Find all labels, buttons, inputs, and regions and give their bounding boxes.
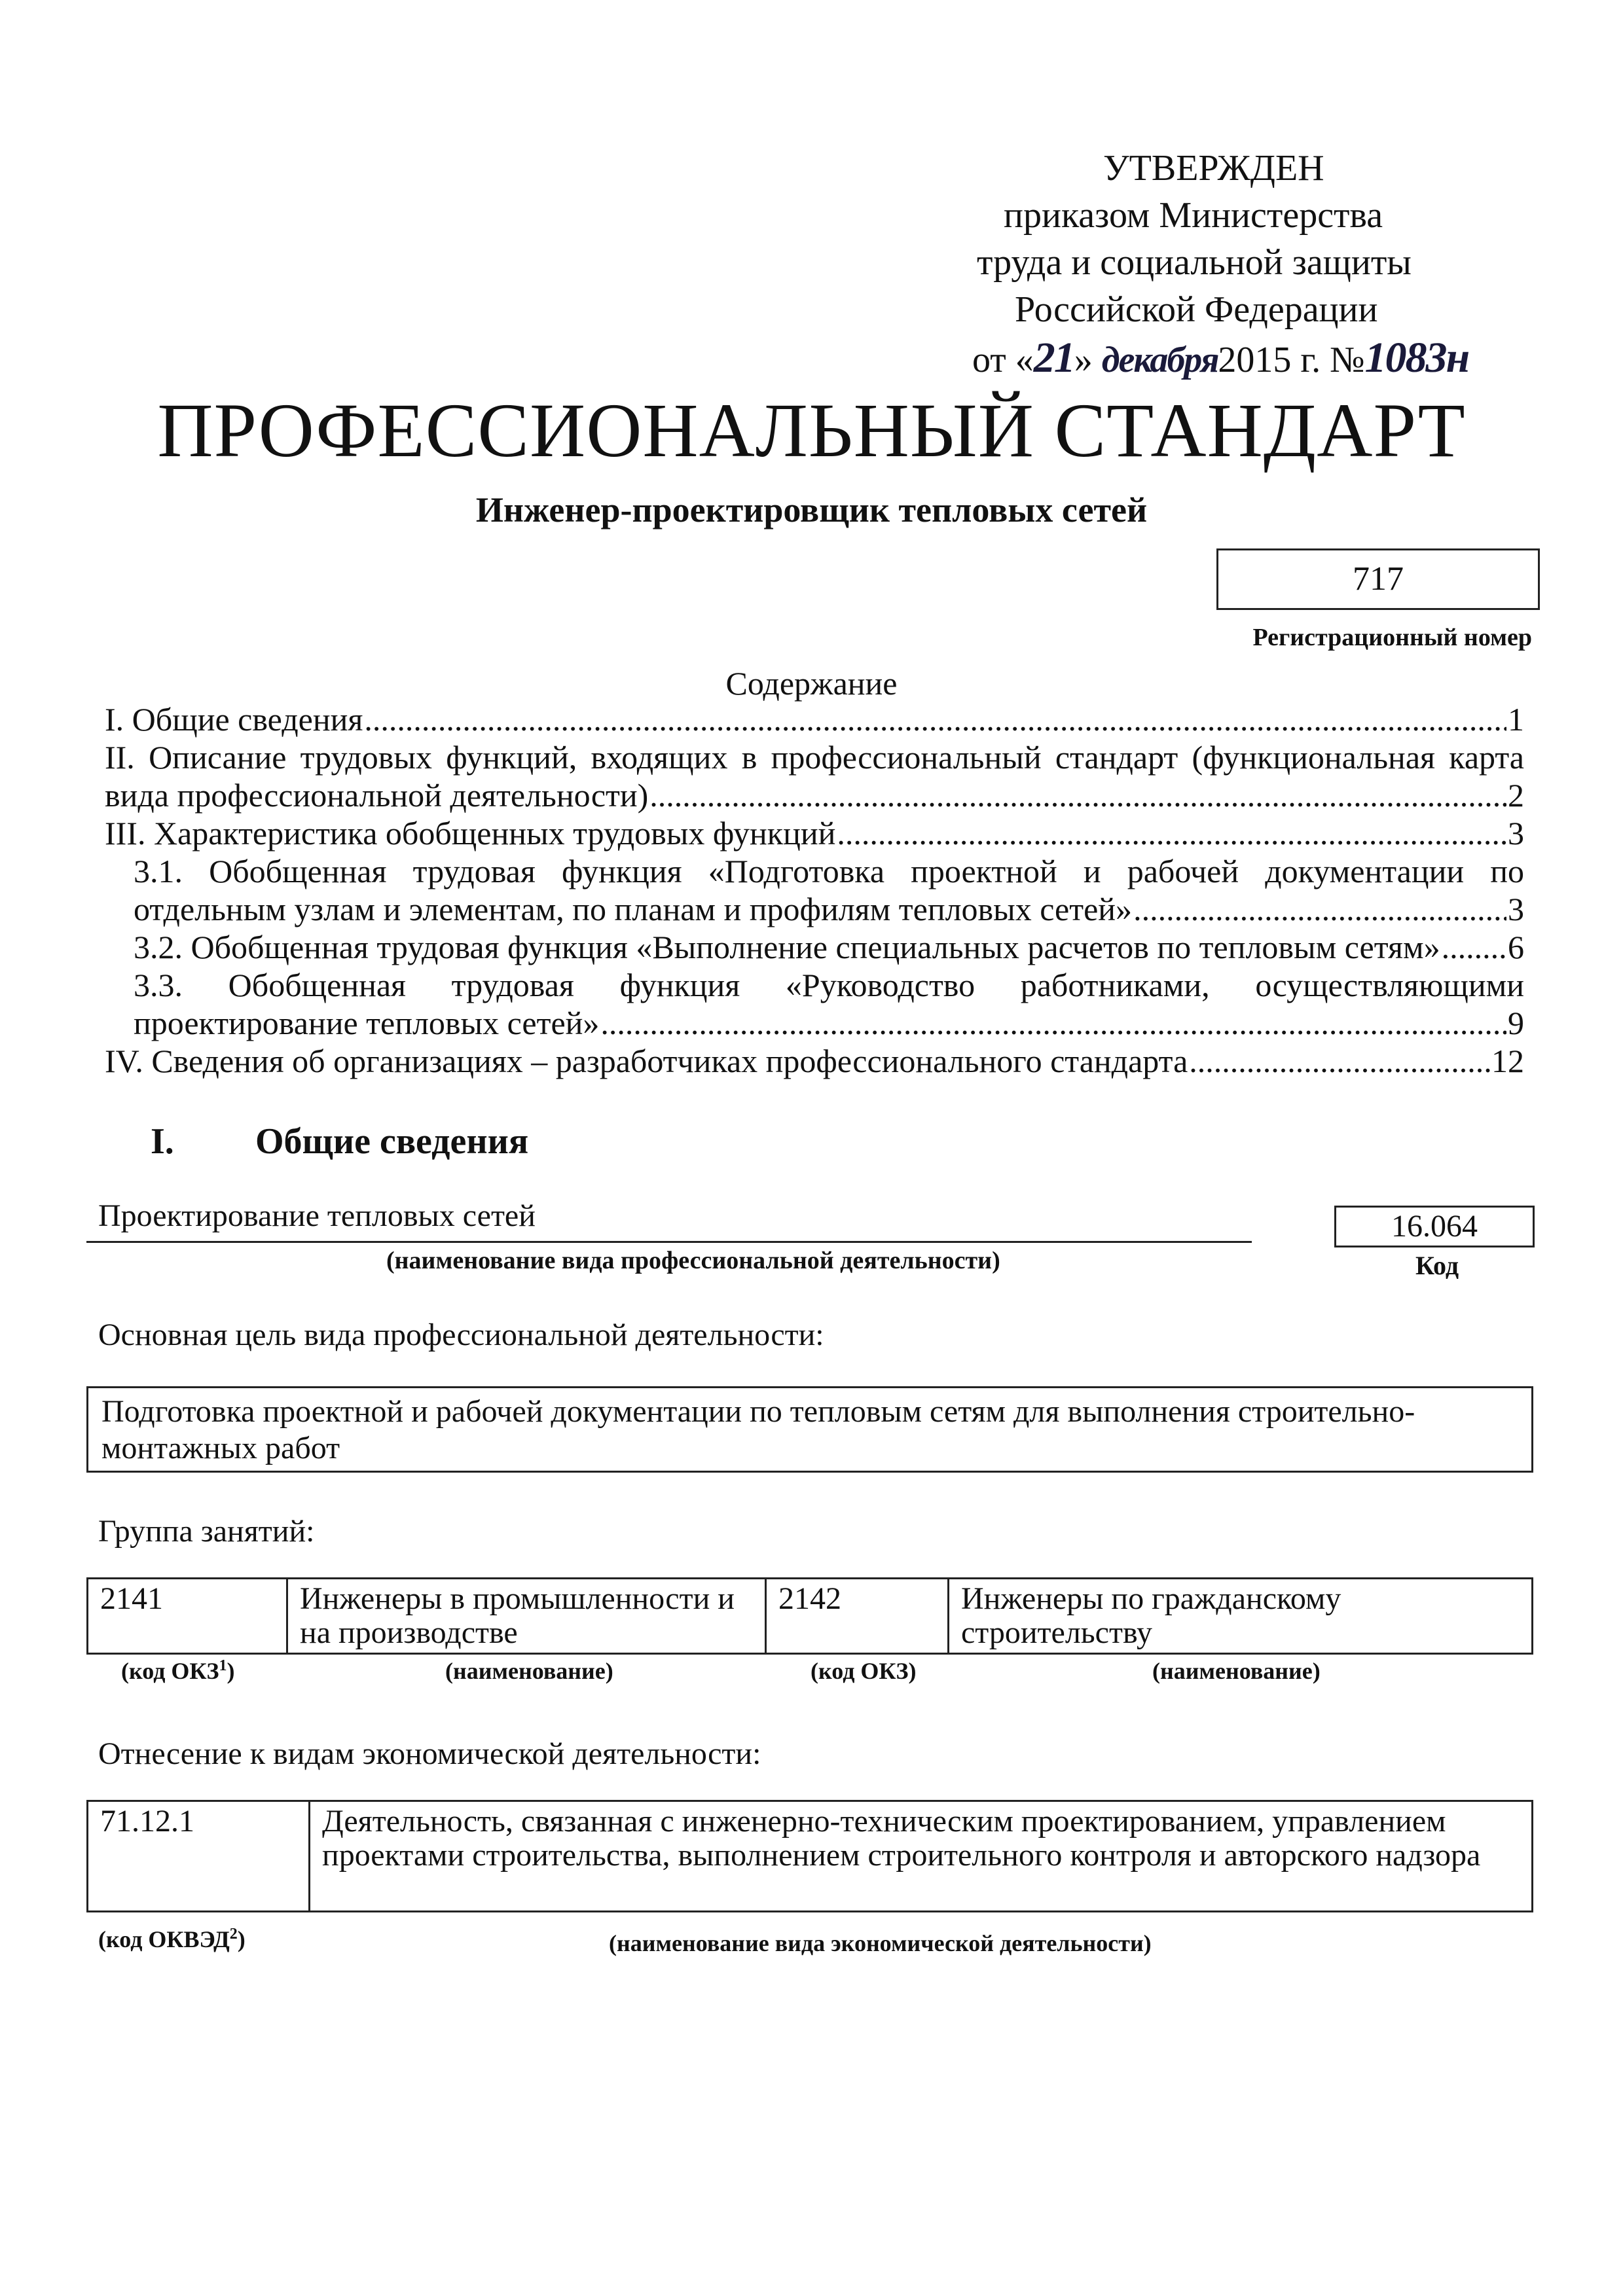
registration-caption: Регистрационный номер (1252, 624, 1532, 651)
date-mid: » (1074, 340, 1093, 380)
occupation-name-caption: (наименование) (1152, 1658, 1321, 1684)
okz-code-cell: 2142 (766, 1579, 949, 1654)
okz-code-caption: (код ОКЗ$^1$) (121, 1657, 235, 1684)
date-day-handwritten: 21 (1033, 334, 1074, 382)
economic-activity-name-cell: Деятельность, связанная с инженерно-техническим проектированием, управлением проектами строительства, выполнением строительного контроля и авторского надзора (310, 1801, 1533, 1912)
date-prefix: от « (972, 340, 1034, 380)
approval-line-federation: Российской Федерации (1015, 289, 1378, 330)
toc-item[interactable]: II. Описание трудовых функций, входящих в профессиональный стандарт (функциональная карта вида профессиональной деятельности) ..... 2 (105, 738, 1524, 814)
date-month-handwritten: декабря (1101, 340, 1218, 380)
section-number: I. (151, 1121, 174, 1162)
table-row (88, 1801, 1533, 1912)
toc-item[interactable]: III. Характеристика обобщенных трудовых функций ..... 3 (105, 814, 1524, 852)
purpose-label: Основная цель вида профессиональной деятельности: (98, 1318, 824, 1352)
occupation-name-caption: (наименование) (445, 1658, 613, 1684)
okz-code-caption: (код ОКЗ) (811, 1658, 917, 1684)
occupation-group-table (86, 1577, 1533, 1655)
activity-code-caption: Код (1415, 1251, 1459, 1280)
activity-caption: (наименование вида профессиональной деятельности) (386, 1247, 1000, 1274)
toc-item[interactable]: 3.3. Обобщенная трудовая функция «Руководство работниками, осуществляющими проектирование тепловых сетей» ..... 9 (105, 966, 1524, 1042)
okved-code-cell: 71.12.1 (88, 1801, 310, 1912)
toc-item[interactable]: 3.2. Обобщенная трудовая функция «Выполнение специальных расчетов по тепловым сетям» ..... 6 (105, 928, 1524, 966)
table-of-contents (105, 700, 1524, 1080)
approval-date-line (972, 335, 1468, 383)
date-year: 2015 г. № (1218, 340, 1365, 380)
toc-item[interactable]: 3.1. Обобщенная трудовая функция «Подготовка проектной и рабочей документации по отдельным узлам и элементам, по планам и профилям тепловых сетей» ..... 3 (105, 852, 1524, 928)
economic-activity-label: Отнесение к видам экономической деятельности: (98, 1736, 761, 1771)
toc-item[interactable]: IV. Сведения об организациях – разработчиках профессионального стандарта ..... 12 (105, 1042, 1524, 1080)
occupation-name-cell: Инженеры в промышленности и на производстве (287, 1579, 766, 1654)
document-title: ПРОФЕССИОНАЛЬНЫЙ СТАНДАРТ (157, 387, 1466, 473)
section-heading (151, 1121, 528, 1162)
approval-line-ministry: приказом Министерства (1004, 195, 1383, 236)
okz-code-cell: 2141 (88, 1579, 287, 1654)
section-title: Общие сведения (255, 1121, 529, 1162)
activity-code-box: 16.064 (1334, 1206, 1535, 1247)
occupation-group-label: Группа занятий: (98, 1514, 315, 1549)
registration-number-box: 717 (1216, 548, 1540, 610)
activity-name: Проектирование тепловых сетей (98, 1198, 536, 1233)
document-subtitle: Инженер-проектировщик тепловых сетей (475, 490, 1148, 529)
toc-title: Содержание (725, 665, 898, 702)
okved-code-caption: (код ОКВЭД$^2$) (98, 1926, 246, 1952)
activity-underline (86, 1241, 1252, 1243)
economic-activity-name-caption: (наименование вида экономической деятельности) (609, 1930, 1152, 1956)
approval-line-labor: труда и социальной защиты (977, 242, 1412, 283)
purpose-box: Подготовка проектной и рабочей документации по тепловым сетям для выполнения строительно-монтажных работ (86, 1386, 1533, 1473)
order-number-handwritten: 1083н (1364, 334, 1469, 382)
table-row (88, 1579, 1533, 1654)
economic-activity-table (86, 1800, 1533, 1912)
toc-item[interactable]: I. Общие сведения ..... 1 (105, 700, 1524, 738)
approval-heading: УТВЕРЖДЕН (1103, 148, 1324, 188)
occupation-name-cell: Инженеры по гражданскому строительству (949, 1579, 1533, 1654)
